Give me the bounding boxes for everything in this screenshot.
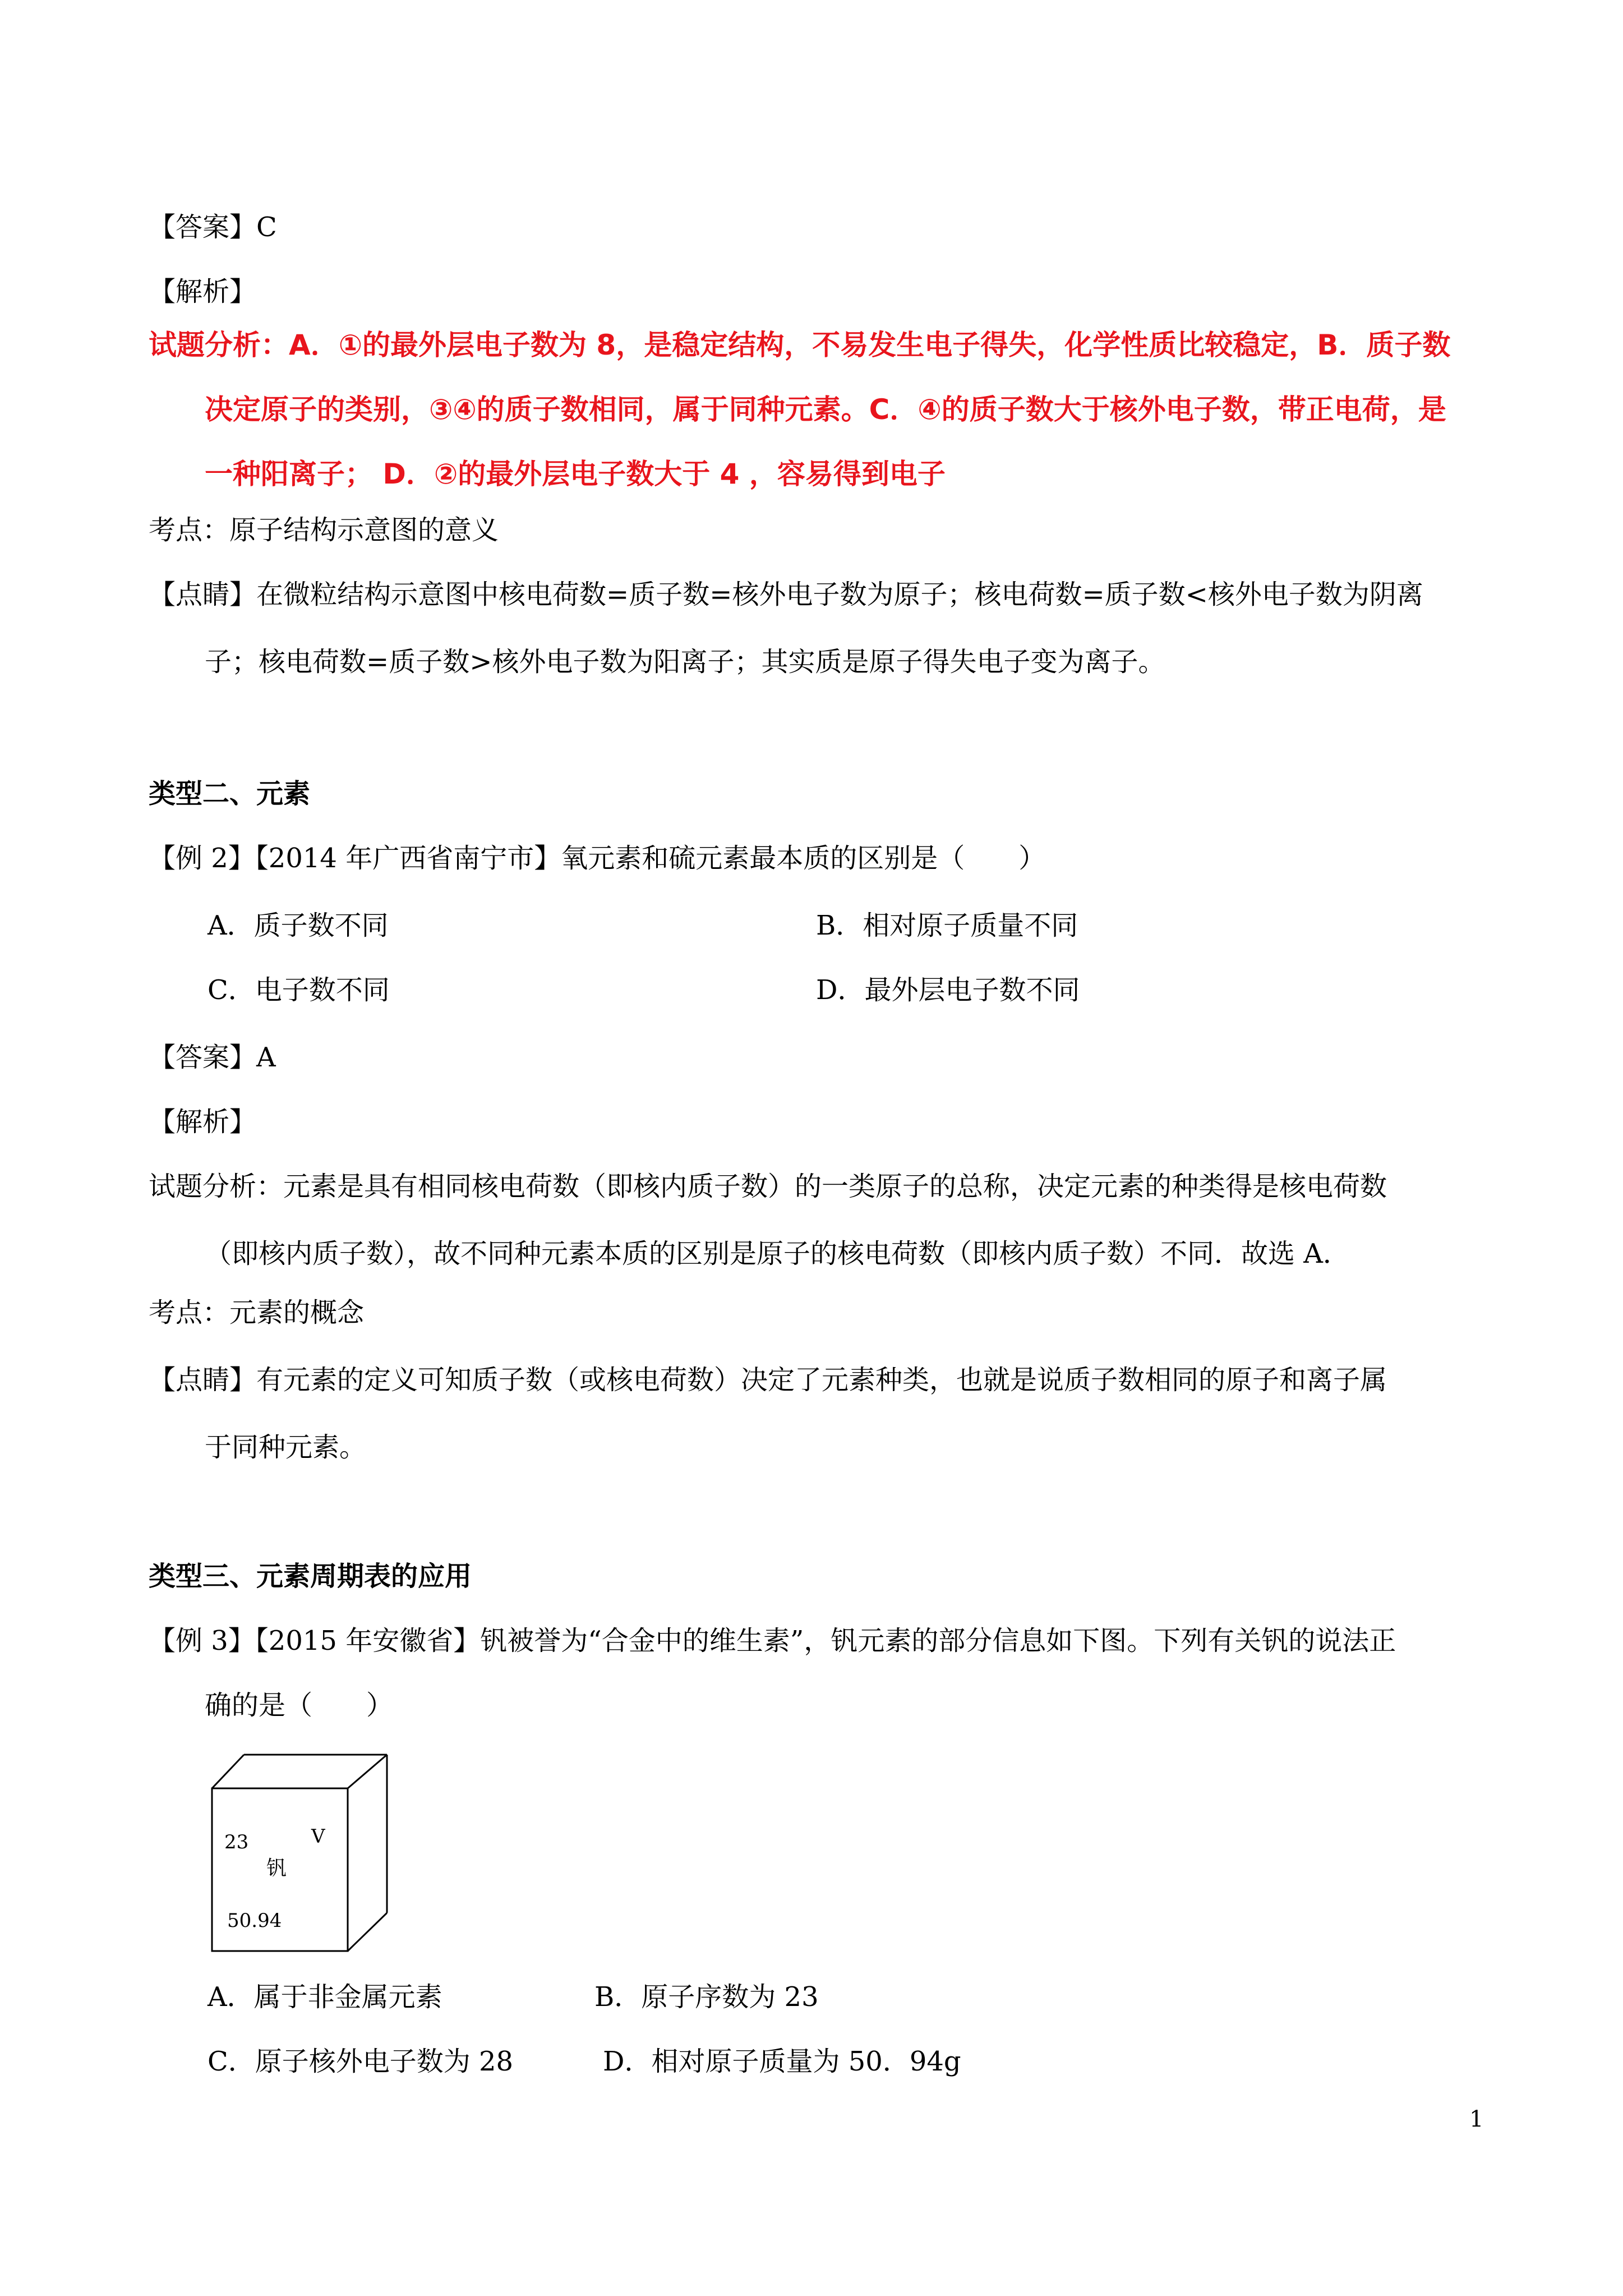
option-d: D．最外层电子数不同 — [816, 974, 1080, 1006]
option-a: A．属于非金属元素 — [208, 1981, 442, 2013]
tip-line: 于同种元素。 — [205, 1432, 367, 1463]
tip-line: 【点睛】在微粒结构示意图中核电荷数=质子数=核外电子数为原子；核电荷数=质子数<核外电子数为阴离 — [149, 579, 1423, 610]
answer-label: 【答案】A — [149, 1042, 276, 1073]
knowledge-point: 考点：元素的概念 — [149, 1297, 365, 1328]
tip-line: 【点睛】有元素的定义可知质子数（或核电荷数）决定了元素种类，也就是说质子数相同的原子和离子属 — [149, 1364, 1387, 1396]
element-name: 钒 — [266, 1857, 287, 1880]
analysis-line: （即核内质子数），故不同种元素本质的区别是原子的核电荷数（即核内质子数）不同．故选 A． — [205, 1238, 1350, 1269]
analysis-line: 试题分析：元素是具有相同核电荷数（即核内质子数）的一类原子的总称，决定元素的种类得是核电荷数 — [149, 1171, 1387, 1202]
analysis-line: 一种阳离子； D．②的最外层电子数大于 4 ，容易得到电子 — [205, 458, 946, 490]
option-c: C．电子数不同 — [208, 974, 390, 1006]
page-number: 1 — [1469, 2106, 1484, 2132]
atomic-number: 23 — [224, 1831, 249, 1853]
question-text: 确的是（ ） — [205, 1690, 394, 1721]
analysis-heading: 【解析】 — [149, 276, 257, 307]
tip-line: 子；核电荷数=质子数>核外电子数为阳离子；其实质是原子得失电子变为离子。 — [205, 646, 1165, 678]
answer-label: 【答案】C — [149, 211, 277, 243]
element-symbol: V — [311, 1825, 325, 1848]
atomic-mass: 50.94 — [227, 1910, 282, 1932]
option-a: A．质子数不同 — [208, 910, 389, 941]
analysis-line: 决定原子的类别，③④的质子数相同，属于同种元素。C．④的质子数大于核外电子数，带正电荷，是 — [205, 393, 1446, 426]
section-heading: 类型三、元素周期表的应用 — [149, 1561, 472, 1592]
vanadium-element-card — [208, 1750, 398, 1958]
option-d: D．相对原子质量为 50．94g — [603, 2046, 961, 2077]
question-text: 【例 2】【2014 年广西省南宁市】氧元素和硫元素最本质的区别是（ ） — [149, 843, 1046, 874]
option-c: C．原子核外电子数为 28 — [208, 2046, 514, 2077]
knowledge-point: 考点：原子结构示意图的意义 — [149, 514, 499, 546]
option-b: B．相对原子质量不同 — [816, 910, 1078, 941]
analysis-line: 试题分析：A．①的最外层电子数为 8，是稳定结构，不易发生电子得失，化学性质比较稳定，B．质子数 — [149, 329, 1451, 361]
option-b: B．原子序数为 23 — [594, 1981, 819, 2013]
question-text: 【例 3】【2015 年安徽省】钒被誉为“合金中的维生素”，钒元素的部分信息如下图。下列有关钒的说法正 — [149, 1625, 1396, 1657]
section-heading: 类型二、元素 — [149, 778, 311, 809]
analysis-heading: 【解析】 — [149, 1106, 257, 1138]
